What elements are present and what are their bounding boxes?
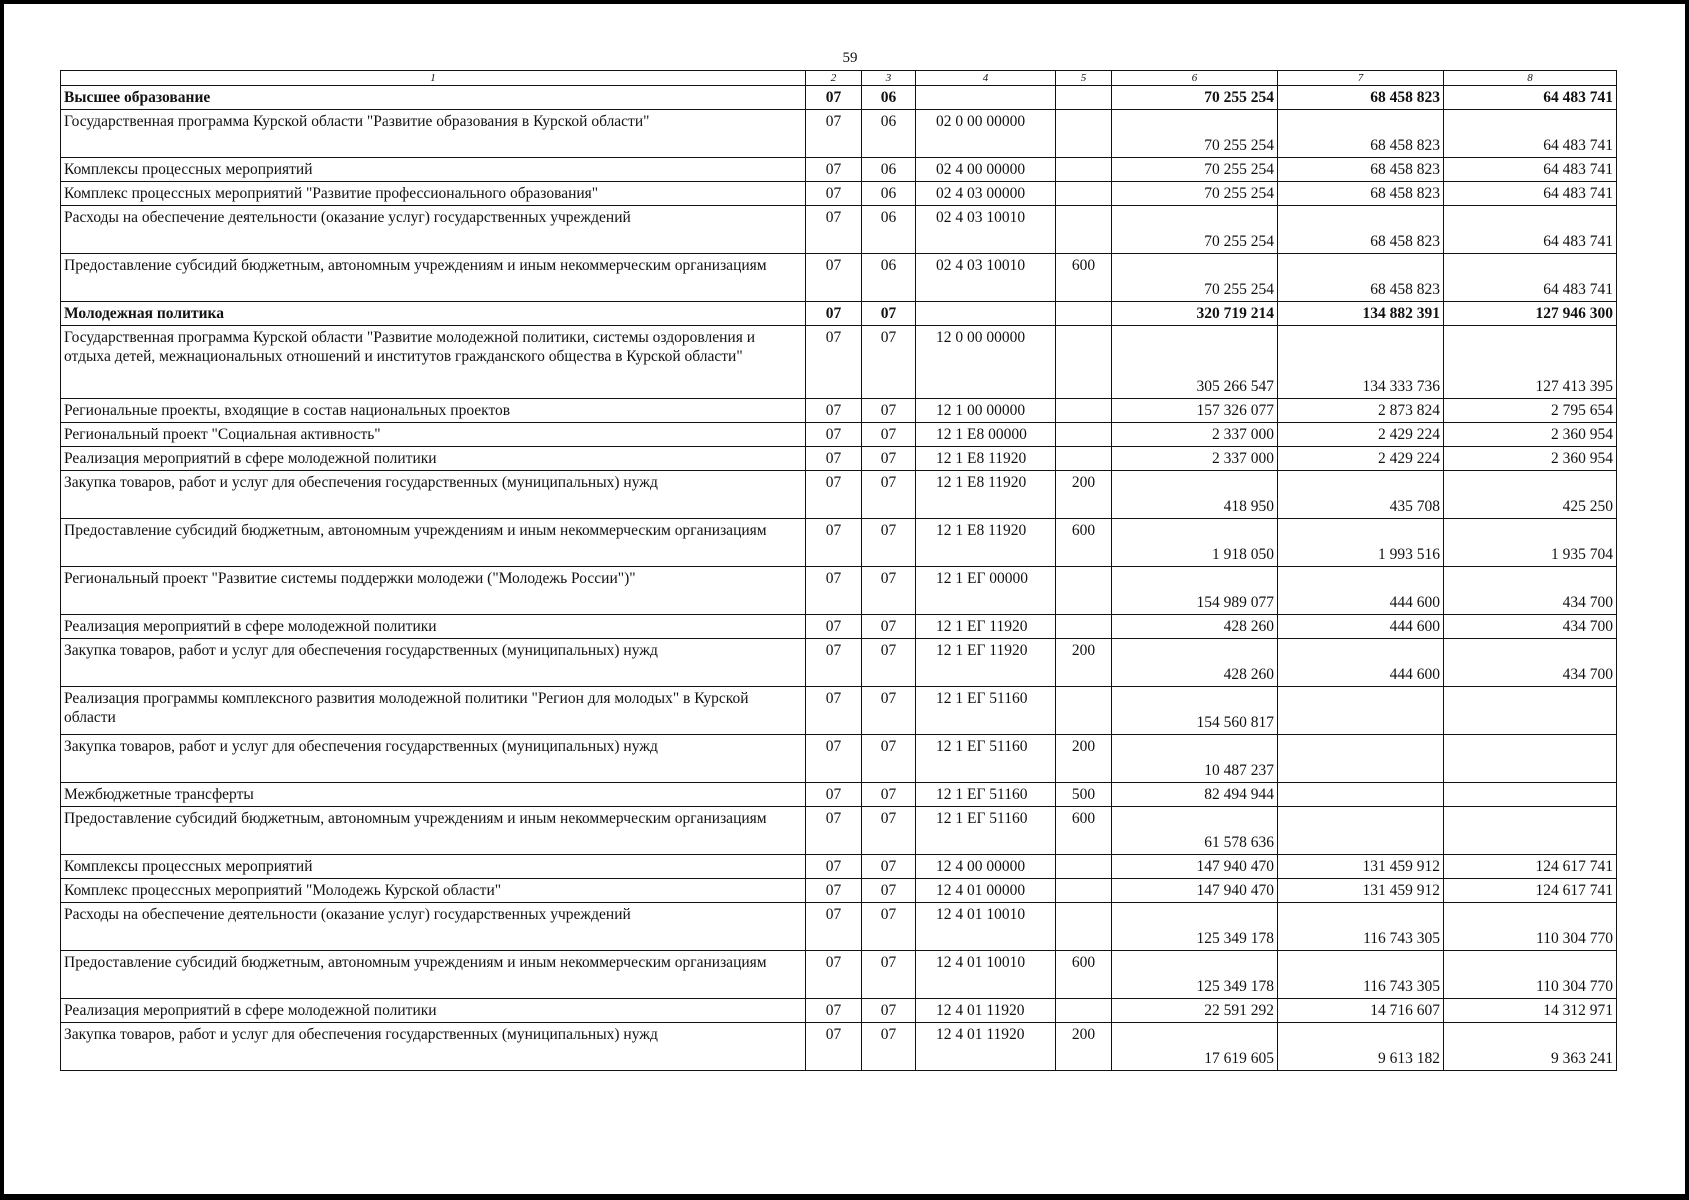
expense-type-cell: 600 <box>1056 519 1112 567</box>
row-name-cell: Предоставление субсидий бюджетным, автономным учреждениям и иным некоммерческим организациям <box>61 807 806 855</box>
subsection-code-cell: 07 <box>862 999 916 1023</box>
target-article-cell: 12 1 ЕГ 11920 <box>916 639 1056 687</box>
amount-col7-cell <box>1278 687 1444 735</box>
amount-col8-cell: 110 304 770 <box>1444 951 1617 999</box>
row-name-cell: Реализация мероприятий в сфере молодежной политики <box>61 615 806 639</box>
expense-type-cell <box>1056 86 1112 110</box>
section-code-cell: 07 <box>806 471 862 519</box>
section-code-cell: 07 <box>806 86 862 110</box>
amount-col6-cell: 125 349 178 <box>1112 951 1278 999</box>
subsection-code-cell: 07 <box>862 423 916 447</box>
section-code-cell: 07 <box>806 254 862 302</box>
amount-col8-cell: 425 250 <box>1444 471 1617 519</box>
target-article-cell: 02 0 00 00000 <box>916 110 1056 158</box>
target-article-cell: 12 1 ЕГ 51160 <box>916 807 1056 855</box>
row-name-cell: Молодежная политика <box>61 302 806 326</box>
section-code-cell: 07 <box>806 326 862 399</box>
amount-col7-cell: 2 873 824 <box>1278 399 1444 423</box>
section-code-cell: 07 <box>806 807 862 855</box>
page-number: 59 <box>842 50 858 66</box>
subsection-code-cell: 06 <box>862 206 916 254</box>
amount-col8-cell: 127 413 395 <box>1444 326 1617 399</box>
amount-col6-cell: 125 349 178 <box>1112 903 1278 951</box>
amount-col6-cell: 418 950 <box>1112 471 1278 519</box>
row-name-cell: Закупка товаров, работ и услуг для обеспечения государственных (муниципальных) нужд <box>61 735 806 783</box>
table-row <box>61 879 1617 903</box>
amount-col8-cell: 64 483 741 <box>1444 206 1617 254</box>
expense-type-cell <box>1056 423 1112 447</box>
amount-col7-cell: 68 458 823 <box>1278 206 1444 254</box>
section-code-cell: 07 <box>806 182 862 206</box>
amount-col8-cell: 64 483 741 <box>1444 158 1617 182</box>
amount-col8-cell <box>1444 807 1617 855</box>
expense-type-cell <box>1056 302 1112 326</box>
amount-col6-cell: 154 560 817 <box>1112 687 1278 735</box>
target-article-cell: 12 1 E8 11920 <box>916 519 1056 567</box>
table-row <box>61 206 1617 254</box>
target-article-cell: 02 4 03 10010 <box>916 206 1056 254</box>
expense-type-cell: 200 <box>1056 735 1112 783</box>
target-article-cell: 12 1 E8 11920 <box>916 447 1056 471</box>
table-row <box>61 302 1617 326</box>
column-header: 2 <box>806 71 862 86</box>
amount-col7-cell <box>1278 783 1444 807</box>
row-name-cell: Региональный проект "Социальная активность" <box>61 423 806 447</box>
subsection-code-cell: 07 <box>862 951 916 999</box>
amount-col6-cell: 61 578 636 <box>1112 807 1278 855</box>
table-row <box>61 158 1617 182</box>
expense-type-cell <box>1056 903 1112 951</box>
amount-col6-cell: 154 989 077 <box>1112 567 1278 615</box>
subsection-code-cell: 07 <box>862 471 916 519</box>
table-row <box>61 519 1617 567</box>
section-code-cell: 07 <box>806 639 862 687</box>
amount-col7-cell: 444 600 <box>1278 639 1444 687</box>
amount-col7-cell: 9 613 182 <box>1278 1023 1444 1071</box>
table-row <box>61 903 1617 951</box>
expense-type-cell: 600 <box>1056 807 1112 855</box>
subsection-code-cell: 07 <box>862 399 916 423</box>
amount-col7-cell: 134 333 736 <box>1278 326 1444 399</box>
column-header: 1 <box>61 71 806 86</box>
expense-type-cell <box>1056 567 1112 615</box>
target-article-cell: 12 1 ЕГ 51160 <box>916 735 1056 783</box>
subsection-code-cell: 07 <box>862 639 916 687</box>
amount-col7-cell: 435 708 <box>1278 471 1444 519</box>
amount-col7-cell: 68 458 823 <box>1278 158 1444 182</box>
amount-col8-cell: 1 935 704 <box>1444 519 1617 567</box>
row-name-cell: Закупка товаров, работ и услуг для обеспечения государственных (муниципальных) нужд <box>61 639 806 687</box>
subsection-code-cell: 07 <box>862 879 916 903</box>
amount-col8-cell: 64 483 741 <box>1444 254 1617 302</box>
expense-type-cell <box>1056 182 1112 206</box>
target-article-cell: 12 1 E8 11920 <box>916 471 1056 519</box>
expense-type-cell <box>1056 687 1112 735</box>
target-article-cell <box>916 302 1056 326</box>
row-name-cell: Реализация мероприятий в сфере молодежной политики <box>61 999 806 1023</box>
target-article-cell: 12 1 E8 00000 <box>916 423 1056 447</box>
table-row <box>61 326 1617 399</box>
amount-col8-cell <box>1444 783 1617 807</box>
amount-col6-cell: 147 940 470 <box>1112 879 1278 903</box>
column-header: 8 <box>1444 71 1617 86</box>
column-header: 3 <box>862 71 916 86</box>
table-row <box>61 807 1617 855</box>
target-article-cell <box>916 86 1056 110</box>
amount-col8-cell: 434 700 <box>1444 567 1617 615</box>
amount-col7-cell: 444 600 <box>1278 615 1444 639</box>
row-name-cell: Комплекс процессных мероприятий "Развитие профессионального образования" <box>61 182 806 206</box>
section-code-cell: 07 <box>806 302 862 326</box>
amount-col7-cell: 444 600 <box>1278 567 1444 615</box>
column-header: 7 <box>1278 71 1444 86</box>
row-name-cell: Государственная программа Курской области "Развитие образования в Курской области" <box>61 110 806 158</box>
row-name-cell: Высшее образование <box>61 86 806 110</box>
section-code-cell: 07 <box>806 687 862 735</box>
amount-col7-cell: 134 882 391 <box>1278 302 1444 326</box>
amount-col8-cell: 124 617 741 <box>1444 879 1617 903</box>
row-name-cell: Региональный проект "Развитие системы поддержки молодежи ("Молодежь России")" <box>61 567 806 615</box>
table-row <box>61 855 1617 879</box>
subsection-code-cell: 07 <box>862 807 916 855</box>
target-article-cell: 12 1 00 00000 <box>916 399 1056 423</box>
section-code-cell: 07 <box>806 951 862 999</box>
amount-col6-cell: 320 719 214 <box>1112 302 1278 326</box>
target-article-cell: 12 4 01 10010 <box>916 951 1056 999</box>
subsection-code-cell: 07 <box>862 855 916 879</box>
expense-type-cell <box>1056 110 1112 158</box>
expense-type-cell: 600 <box>1056 254 1112 302</box>
amount-col6-cell: 22 591 292 <box>1112 999 1278 1023</box>
table-row <box>61 110 1617 158</box>
amount-col8-cell: 14 312 971 <box>1444 999 1617 1023</box>
section-code-cell: 07 <box>806 783 862 807</box>
amount-col6-cell: 428 260 <box>1112 639 1278 687</box>
amount-col8-cell: 110 304 770 <box>1444 903 1617 951</box>
subsection-code-cell: 06 <box>862 158 916 182</box>
target-article-cell: 12 4 00 00000 <box>916 855 1056 879</box>
target-article-cell: 12 0 00 00000 <box>916 326 1056 399</box>
amount-col6-cell: 17 619 605 <box>1112 1023 1278 1071</box>
target-article-cell: 12 1 ЕГ 00000 <box>916 567 1056 615</box>
section-code-cell: 07 <box>806 110 862 158</box>
subsection-code-cell: 07 <box>862 687 916 735</box>
amount-col7-cell: 14 716 607 <box>1278 999 1444 1023</box>
expense-type-cell: 600 <box>1056 951 1112 999</box>
section-code-cell: 07 <box>806 158 862 182</box>
amount-col6-cell: 70 255 254 <box>1112 206 1278 254</box>
table-row <box>61 423 1617 447</box>
row-name-cell: Комплексы процессных мероприятий <box>61 158 806 182</box>
subsection-code-cell: 06 <box>862 86 916 110</box>
section-code-cell: 07 <box>806 519 862 567</box>
amount-col6-cell: 428 260 <box>1112 615 1278 639</box>
target-article-cell: 02 4 03 10010 <box>916 254 1056 302</box>
amount-col7-cell: 116 743 305 <box>1278 903 1444 951</box>
amount-col7-cell: 68 458 823 <box>1278 182 1444 206</box>
amount-col6-cell: 70 255 254 <box>1112 158 1278 182</box>
section-code-cell: 07 <box>806 206 862 254</box>
amount-col8-cell: 9 363 241 <box>1444 1023 1617 1071</box>
amount-col6-cell: 70 255 254 <box>1112 86 1278 110</box>
expense-type-cell <box>1056 399 1112 423</box>
subsection-code-cell: 07 <box>862 903 916 951</box>
column-header: 4 <box>916 71 1056 86</box>
section-code-cell: 07 <box>806 879 862 903</box>
target-article-cell: 12 4 01 11920 <box>916 1023 1056 1071</box>
amount-col7-cell: 131 459 912 <box>1278 879 1444 903</box>
amount-col8-cell: 64 483 741 <box>1444 110 1617 158</box>
expense-type-cell: 200 <box>1056 639 1112 687</box>
subsection-code-cell: 07 <box>862 783 916 807</box>
table-row <box>61 254 1617 302</box>
amount-col7-cell: 68 458 823 <box>1278 86 1444 110</box>
expense-type-cell <box>1056 879 1112 903</box>
table-row <box>61 447 1617 471</box>
amount-col8-cell <box>1444 735 1617 783</box>
amount-col8-cell: 434 700 <box>1444 615 1617 639</box>
row-name-cell: Закупка товаров, работ и услуг для обеспечения государственных (муниципальных) нужд <box>61 1023 806 1071</box>
table-row <box>61 1023 1617 1071</box>
amount-col6-cell: 82 494 944 <box>1112 783 1278 807</box>
subsection-code-cell: 06 <box>862 110 916 158</box>
section-code-cell: 07 <box>806 423 862 447</box>
row-name-cell: Предоставление субсидий бюджетным, автономным учреждениям и иным некоммерческим организациям <box>61 254 806 302</box>
subsection-code-cell: 07 <box>862 1023 916 1071</box>
amount-col7-cell <box>1278 735 1444 783</box>
target-article-cell: 12 4 01 10010 <box>916 903 1056 951</box>
subsection-code-cell: 07 <box>862 567 916 615</box>
expense-type-cell: 200 <box>1056 1023 1112 1071</box>
amount-col8-cell: 64 483 741 <box>1444 86 1617 110</box>
target-article-cell: 12 4 01 11920 <box>916 999 1056 1023</box>
section-code-cell: 07 <box>806 615 862 639</box>
row-name-cell: Реализация программы комплексного развития молодежной политики "Регион для молодых" в Курской области <box>61 687 806 735</box>
amount-col7-cell: 2 429 224 <box>1278 423 1444 447</box>
section-code-cell: 07 <box>806 399 862 423</box>
amount-col8-cell: 434 700 <box>1444 639 1617 687</box>
table-row <box>61 999 1617 1023</box>
row-name-cell: Предоставление субсидий бюджетным, автономным учреждениям и иным некоммерческим организациям <box>61 519 806 567</box>
table-row <box>61 951 1617 999</box>
row-name-cell: Региональные проекты, входящие в состав национальных проектов <box>61 399 806 423</box>
row-name-cell: Межбюджетные трансферты <box>61 783 806 807</box>
target-article-cell: 12 4 01 00000 <box>916 879 1056 903</box>
row-name-cell: Предоставление субсидий бюджетным, автономным учреждениям и иным некоммерческим организациям <box>61 951 806 999</box>
expense-type-cell <box>1056 999 1112 1023</box>
amount-col6-cell: 305 266 547 <box>1112 326 1278 399</box>
amount-col7-cell: 1 993 516 <box>1278 519 1444 567</box>
section-code-cell: 07 <box>806 855 862 879</box>
expense-type-cell <box>1056 326 1112 399</box>
amount-col7-cell: 68 458 823 <box>1278 110 1444 158</box>
expense-type-cell: 200 <box>1056 471 1112 519</box>
subsection-code-cell: 07 <box>862 519 916 567</box>
amount-col7-cell: 2 429 224 <box>1278 447 1444 471</box>
amount-col6-cell: 1 918 050 <box>1112 519 1278 567</box>
table-row <box>61 86 1617 110</box>
row-name-cell: Расходы на обеспечение деятельности (оказание услуг) государственных учреждений <box>61 903 806 951</box>
row-name-cell: Расходы на обеспечение деятельности (оказание услуг) государственных учреждений <box>61 206 806 254</box>
row-name-cell: Реализация мероприятий в сфере молодежной политики <box>61 447 806 471</box>
target-article-cell: 02 4 03 00000 <box>916 182 1056 206</box>
table-row <box>61 399 1617 423</box>
amount-col7-cell: 131 459 912 <box>1278 855 1444 879</box>
amount-col8-cell: 127 946 300 <box>1444 302 1617 326</box>
table-body <box>61 71 1617 1071</box>
amount-col8-cell: 64 483 741 <box>1444 182 1617 206</box>
amount-col6-cell: 70 255 254 <box>1112 254 1278 302</box>
expense-type-cell <box>1056 447 1112 471</box>
budget-table <box>60 70 1617 1071</box>
section-code-cell: 07 <box>806 735 862 783</box>
column-header: 6 <box>1112 71 1278 86</box>
amount-col6-cell: 70 255 254 <box>1112 110 1278 158</box>
row-name-cell: Государственная программа Курской области "Развитие молодежной политики, системы оздоровления и отдыха детей, межнациональных отношений и институтов гражданского общества в Курской области" <box>61 326 806 399</box>
expense-type-cell <box>1056 158 1112 182</box>
amount-col6-cell: 147 940 470 <box>1112 855 1278 879</box>
subsection-code-cell: 07 <box>862 735 916 783</box>
section-code-cell: 07 <box>806 1023 862 1071</box>
subsection-code-cell: 07 <box>862 302 916 326</box>
subsection-code-cell: 07 <box>862 326 916 399</box>
subsection-code-cell: 07 <box>862 447 916 471</box>
amount-col8-cell: 2 360 954 <box>1444 447 1617 471</box>
amount-col6-cell: 2 337 000 <box>1112 447 1278 471</box>
subsection-code-cell: 06 <box>862 182 916 206</box>
amount-col8-cell: 2 795 654 <box>1444 399 1617 423</box>
section-code-cell: 07 <box>806 447 862 471</box>
amount-col7-cell: 116 743 305 <box>1278 951 1444 999</box>
expense-type-cell <box>1056 206 1112 254</box>
table-row <box>61 615 1617 639</box>
table-row <box>61 182 1617 206</box>
column-header: 5 <box>1056 71 1112 86</box>
amount-col7-cell: 68 458 823 <box>1278 254 1444 302</box>
amount-col6-cell: 10 487 237 <box>1112 735 1278 783</box>
table-row <box>61 735 1617 783</box>
amount-col7-cell <box>1278 807 1444 855</box>
section-code-cell: 07 <box>806 567 862 615</box>
expense-type-cell: 500 <box>1056 783 1112 807</box>
table-row <box>61 639 1617 687</box>
subsection-code-cell: 07 <box>862 615 916 639</box>
amount-col8-cell: 124 617 741 <box>1444 855 1617 879</box>
row-name-cell: Комплексы процессных мероприятий <box>61 855 806 879</box>
amount-col6-cell: 157 326 077 <box>1112 399 1278 423</box>
amount-col6-cell: 2 337 000 <box>1112 423 1278 447</box>
target-article-cell: 12 1 ЕГ 11920 <box>916 615 1056 639</box>
amount-col8-cell: 2 360 954 <box>1444 423 1617 447</box>
section-code-cell: 07 <box>806 903 862 951</box>
target-article-cell: 02 4 00 00000 <box>916 158 1056 182</box>
target-article-cell: 12 1 ЕГ 51160 <box>916 687 1056 735</box>
table-row <box>61 471 1617 519</box>
section-code-cell: 07 <box>806 999 862 1023</box>
amount-col6-cell: 70 255 254 <box>1112 182 1278 206</box>
column-number-header-row <box>61 71 1617 86</box>
row-name-cell: Комплекс процессных мероприятий "Молодежь Курской области" <box>61 879 806 903</box>
table-row <box>61 687 1617 735</box>
expense-type-cell <box>1056 855 1112 879</box>
table-row <box>61 783 1617 807</box>
target-article-cell: 12 1 ЕГ 51160 <box>916 783 1056 807</box>
row-name-cell: Закупка товаров, работ и услуг для обеспечения государственных (муниципальных) нужд <box>61 471 806 519</box>
table-row <box>61 567 1617 615</box>
amount-col8-cell <box>1444 687 1617 735</box>
expense-type-cell <box>1056 615 1112 639</box>
subsection-code-cell: 06 <box>862 254 916 302</box>
